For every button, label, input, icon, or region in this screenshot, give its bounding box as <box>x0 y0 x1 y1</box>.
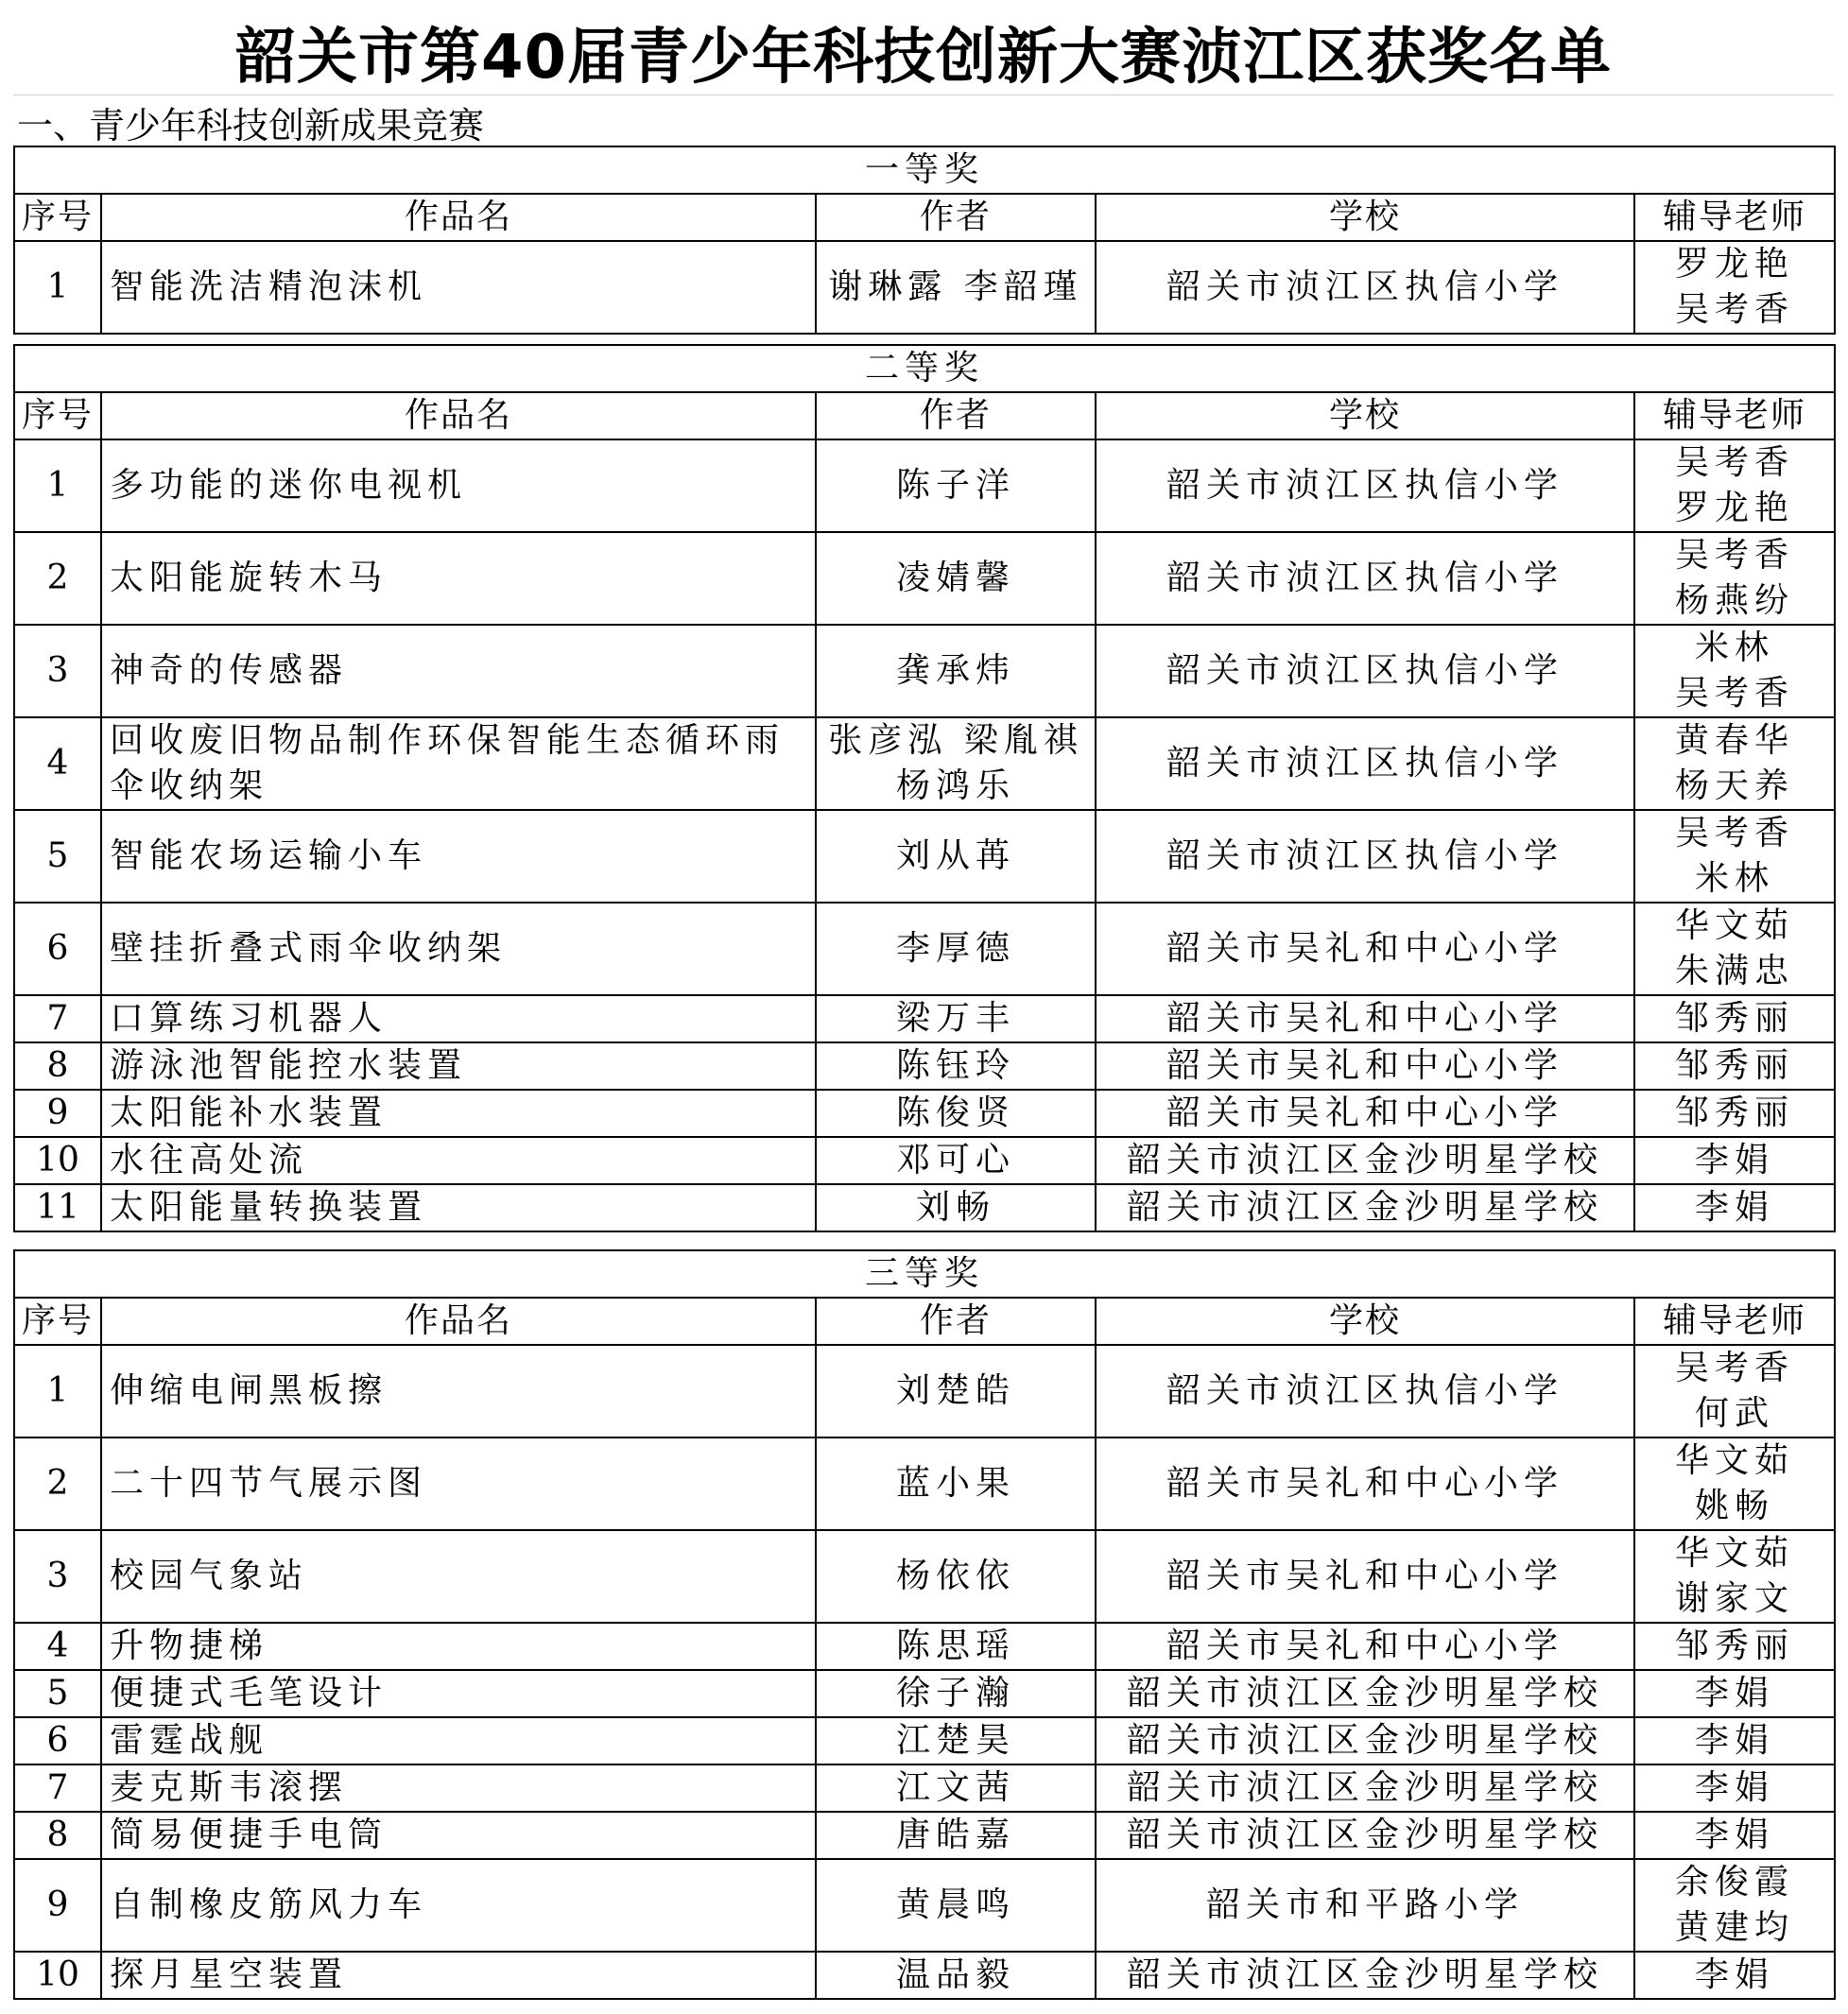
author-name: 黄晨鸣 <box>895 1885 1015 1924</box>
teacher-name: 吴考香 <box>1675 443 1795 482</box>
row-seq: 8 <box>14 1812 101 1859</box>
column-header-row <box>14 392 1835 439</box>
row-teachers <box>1634 1670 1835 1717</box>
row-authors <box>816 1042 1096 1090</box>
author-name: 陈钰玲 <box>895 1046 1015 1085</box>
teacher-name: 李娟 <box>1695 1674 1775 1713</box>
row-authors <box>816 1345 1096 1437</box>
row-authors <box>816 1812 1096 1859</box>
row-school: 韶关市吴礼和中心小学 <box>1096 1530 1634 1623</box>
table-row <box>14 1670 1835 1717</box>
award-level-row <box>14 146 1835 194</box>
row-authors <box>816 1764 1096 1812</box>
table-row <box>14 1090 1835 1137</box>
author-name: 谢琳露 李韶瑾 <box>828 267 1083 306</box>
author-name: 杨鸿乐 <box>895 766 1015 805</box>
row-work: 智能洗洁精泡沫机 <box>101 241 816 334</box>
author-name: 刘楚皓 <box>895 1371 1015 1410</box>
row-work: 自制橡皮筋风力车 <box>101 1859 816 1952</box>
row-teachers <box>1634 717 1835 810</box>
row-school: 韶关市浈江区金沙明星学校 <box>1096 1184 1634 1231</box>
award-level: 三等奖 <box>14 1250 1835 1298</box>
row-school: 韶关市吴礼和中心小学 <box>1096 995 1634 1042</box>
teacher-name: 吴考香 <box>1675 814 1795 852</box>
row-authors <box>816 625 1096 717</box>
row-seq: 7 <box>14 995 101 1042</box>
row-authors <box>816 1717 1096 1764</box>
row-work: 多功能的迷你电视机 <box>101 439 816 532</box>
row-seq: 11 <box>14 1184 101 1231</box>
table-row <box>14 625 1835 717</box>
award-level-row <box>14 1250 1835 1298</box>
author-name: 陈思瑶 <box>895 1627 1015 1665</box>
row-work: 太阳能补水装置 <box>101 1090 816 1137</box>
row-work: 回收废旧物品制作环保智能生态循环雨伞收纳架 <box>101 717 816 810</box>
row-work: 升物捷梯 <box>101 1623 816 1670</box>
row-school: 韶关市浈江区执信小学 <box>1096 625 1634 717</box>
teacher-name: 李娟 <box>1695 1188 1775 1227</box>
teacher-name: 邹秀丽 <box>1675 1046 1795 1085</box>
row-school: 韶关市浈江区执信小学 <box>1096 532 1634 625</box>
row-teachers <box>1634 1764 1835 1812</box>
teacher-name: 邹秀丽 <box>1675 1627 1795 1665</box>
row-authors <box>816 439 1096 532</box>
work-header: 作品名 <box>101 194 816 241</box>
teacher-name: 吴考香 <box>1675 674 1795 713</box>
row-teachers <box>1634 1184 1835 1231</box>
row-school: 韶关市浈江区金沙明星学校 <box>1096 1764 1634 1812</box>
author-name: 唐皓嘉 <box>895 1816 1015 1854</box>
row-teachers <box>1634 1090 1835 1137</box>
seq-header: 序号 <box>14 1298 101 1345</box>
row-seq: 1 <box>14 1345 101 1437</box>
table-row <box>14 439 1835 532</box>
table-row <box>14 1042 1835 1090</box>
award-level-row <box>14 345 1835 392</box>
author-name: 温品毅 <box>895 1955 1015 1994</box>
row-school: 韶关市吴礼和中心小学 <box>1096 903 1634 995</box>
award-level: 一等奖 <box>14 146 1835 194</box>
table-row <box>14 241 1835 334</box>
row-teachers <box>1634 1859 1835 1952</box>
teacher-name: 华文茹 <box>1675 1534 1795 1573</box>
row-school: 韶关市浈江区金沙明星学校 <box>1096 1717 1634 1764</box>
row-work: 太阳能量转换装置 <box>101 1184 816 1231</box>
table-row <box>14 1717 1835 1764</box>
second-prize-table <box>13 344 1836 1232</box>
row-authors <box>816 1437 1096 1530</box>
teacher-name: 杨天养 <box>1675 766 1795 805</box>
teacher-name: 米林 <box>1695 628 1775 667</box>
author-name: 邓可心 <box>895 1141 1015 1179</box>
table-row <box>14 1623 1835 1670</box>
row-teachers <box>1634 1717 1835 1764</box>
teacher-name: 吴考香 <box>1675 290 1795 329</box>
row-seq: 9 <box>14 1859 101 1952</box>
row-seq: 2 <box>14 532 101 625</box>
row-seq: 4 <box>14 1623 101 1670</box>
row-authors <box>816 903 1096 995</box>
section-heading: 一、青少年科技创新成果竞赛 <box>17 104 485 146</box>
table-row <box>14 995 1835 1042</box>
row-seq: 3 <box>14 1530 101 1623</box>
row-school: 韶关市吴礼和中心小学 <box>1096 1437 1634 1530</box>
column-header-row <box>14 1298 1835 1345</box>
author-name: 刘畅 <box>915 1188 995 1227</box>
table-row <box>14 1812 1835 1859</box>
table-row <box>14 903 1835 995</box>
row-authors <box>816 1623 1096 1670</box>
row-school: 韶关市浈江区执信小学 <box>1096 241 1634 334</box>
row-seq: 10 <box>14 1952 101 1999</box>
row-authors <box>816 1137 1096 1184</box>
row-school: 韶关市浈江区执信小学 <box>1096 810 1634 903</box>
teacher-header: 辅导老师 <box>1634 194 1835 241</box>
row-teachers <box>1634 1137 1835 1184</box>
teacher-name: 余俊霞 <box>1675 1863 1795 1902</box>
teacher-header: 辅导老师 <box>1634 392 1835 439</box>
row-authors <box>816 810 1096 903</box>
school-header: 学校 <box>1096 392 1634 439</box>
teacher-name: 杨燕纷 <box>1675 581 1795 620</box>
row-seq: 6 <box>14 1717 101 1764</box>
row-work: 便捷式毛笔设计 <box>101 1670 816 1717</box>
teacher-name: 华文茹 <box>1675 906 1795 945</box>
author-name: 杨依依 <box>895 1557 1015 1595</box>
teacher-name: 李娟 <box>1695 1955 1775 1994</box>
row-seq: 1 <box>14 241 101 334</box>
teacher-name: 邹秀丽 <box>1675 999 1795 1038</box>
author-name: 凌婧馨 <box>895 559 1015 597</box>
row-work: 神奇的传感器 <box>101 625 816 717</box>
author-name: 徐子瀚 <box>895 1674 1015 1713</box>
row-work: 雷霆战舰 <box>101 1717 816 1764</box>
author-header: 作者 <box>816 392 1096 439</box>
author-name: 梁万丰 <box>895 999 1015 1038</box>
row-seq: 8 <box>14 1042 101 1090</box>
author-name: 龚承炜 <box>895 651 1015 690</box>
author-name: 陈子洋 <box>895 466 1015 505</box>
author-name: 江楚昊 <box>895 1721 1015 1760</box>
table-row <box>14 1764 1835 1812</box>
table-row <box>14 1952 1835 1999</box>
table-row <box>14 717 1835 810</box>
table-row <box>14 1137 1835 1184</box>
row-teachers <box>1634 1437 1835 1530</box>
teacher-name: 罗龙艳 <box>1675 245 1795 284</box>
row-seq: 5 <box>14 810 101 903</box>
seq-header: 序号 <box>14 392 101 439</box>
row-teachers <box>1634 532 1835 625</box>
school-header: 学校 <box>1096 1298 1634 1345</box>
table-row <box>14 1859 1835 1952</box>
row-authors <box>816 1184 1096 1231</box>
row-seq: 3 <box>14 625 101 717</box>
row-teachers <box>1634 1345 1835 1437</box>
column-header-row <box>14 194 1835 241</box>
teacher-name: 华文茹 <box>1675 1441 1795 1480</box>
row-school: 韶关市浈江区金沙明星学校 <box>1096 1952 1634 1999</box>
row-teachers <box>1634 1952 1835 1999</box>
work-header: 作品名 <box>101 392 816 439</box>
row-work: 校园气象站 <box>101 1530 816 1623</box>
row-teachers <box>1634 903 1835 995</box>
third-prize-table <box>13 1249 1836 2000</box>
author-header: 作者 <box>816 1298 1096 1345</box>
work-header: 作品名 <box>101 1298 816 1345</box>
row-school: 韶关市浈江区执信小学 <box>1096 439 1634 532</box>
row-school: 韶关市吴礼和中心小学 <box>1096 1623 1634 1670</box>
row-work: 简易便捷手电筒 <box>101 1812 816 1859</box>
page-title: 韶关市第40届青少年科技创新大赛浈江区获奖名单 <box>234 23 1613 93</box>
table-row <box>14 1530 1835 1623</box>
table-row <box>14 532 1835 625</box>
row-authors <box>816 1952 1096 1999</box>
row-authors <box>816 532 1096 625</box>
row-school: 韶关市浈江区执信小学 <box>1096 717 1634 810</box>
school-header: 学校 <box>1096 194 1634 241</box>
row-teachers <box>1634 625 1835 717</box>
row-teachers <box>1634 810 1835 903</box>
table-row <box>14 1345 1835 1437</box>
author-name: 江文茜 <box>895 1768 1015 1807</box>
teacher-name: 谢家文 <box>1675 1579 1795 1618</box>
row-teachers <box>1634 1623 1835 1670</box>
row-authors <box>816 995 1096 1042</box>
author-name: 陈俊贤 <box>895 1093 1015 1132</box>
first-prize-table <box>13 146 1836 335</box>
row-authors <box>816 1670 1096 1717</box>
teacher-name: 米林 <box>1695 859 1775 898</box>
row-teachers <box>1634 1812 1835 1859</box>
row-work: 游泳池智能控水装置 <box>101 1042 816 1090</box>
row-school: 韶关市吴礼和中心小学 <box>1096 1090 1634 1137</box>
row-seq: 7 <box>14 1764 101 1812</box>
row-work: 二十四节气展示图 <box>101 1437 816 1530</box>
teacher-name: 何武 <box>1695 1394 1775 1433</box>
table-row <box>14 1184 1835 1231</box>
row-school: 韶关市浈江区金沙明星学校 <box>1096 1812 1634 1859</box>
row-authors <box>816 241 1096 334</box>
author-header: 作者 <box>816 194 1096 241</box>
row-work: 太阳能旋转木马 <box>101 532 816 625</box>
teacher-name: 吴考香 <box>1675 536 1795 575</box>
row-seq: 2 <box>14 1437 101 1530</box>
teacher-name: 姚畅 <box>1695 1487 1775 1525</box>
teacher-name: 李娟 <box>1695 1141 1775 1179</box>
row-school: 韶关市和平路小学 <box>1096 1859 1634 1952</box>
row-school: 韶关市浈江区金沙明星学校 <box>1096 1137 1634 1184</box>
row-teachers <box>1634 241 1835 334</box>
author-name: 刘从苒 <box>895 836 1015 875</box>
teacher-name: 李娟 <box>1695 1768 1775 1807</box>
table-row <box>14 1437 1835 1530</box>
teacher-name: 朱满忠 <box>1675 952 1795 990</box>
row-teachers <box>1634 1042 1835 1090</box>
row-work: 壁挂折叠式雨伞收纳架 <box>101 903 816 995</box>
teacher-name: 罗龙艳 <box>1675 489 1795 527</box>
row-seq: 5 <box>14 1670 101 1717</box>
table-row <box>14 810 1835 903</box>
row-school: 韶关市吴礼和中心小学 <box>1096 1042 1634 1090</box>
row-seq: 9 <box>14 1090 101 1137</box>
author-name: 李厚德 <box>895 929 1015 968</box>
seq-header: 序号 <box>14 194 101 241</box>
row-work: 伸缩电闸黑板擦 <box>101 1345 816 1437</box>
row-seq: 10 <box>14 1137 101 1184</box>
row-work: 麦克斯韦滚摆 <box>101 1764 816 1812</box>
row-work: 探月星空装置 <box>101 1952 816 1999</box>
award-level: 二等奖 <box>14 345 1835 392</box>
teacher-name: 李娟 <box>1695 1721 1775 1760</box>
row-authors <box>816 1090 1096 1137</box>
row-seq: 1 <box>14 439 101 532</box>
row-school: 韶关市浈江区金沙明星学校 <box>1096 1670 1634 1717</box>
row-teachers <box>1634 995 1835 1042</box>
author-name: 蓝小果 <box>895 1464 1015 1503</box>
row-teachers <box>1634 439 1835 532</box>
teacher-name: 黄春华 <box>1675 721 1795 760</box>
row-work: 智能农场运输小车 <box>101 810 816 903</box>
row-authors <box>816 1859 1096 1952</box>
author-name: 张彦泓 梁胤祺 <box>828 721 1083 760</box>
row-teachers <box>1634 1530 1835 1623</box>
row-work: 口算练习机器人 <box>101 995 816 1042</box>
row-authors <box>816 1530 1096 1623</box>
teacher-name: 李娟 <box>1695 1816 1775 1854</box>
teacher-name: 黄建均 <box>1675 1908 1795 1947</box>
teacher-name: 吴考香 <box>1675 1349 1795 1387</box>
row-work: 水往高处流 <box>101 1137 816 1184</box>
teacher-name: 邹秀丽 <box>1675 1093 1795 1132</box>
row-authors <box>816 717 1096 810</box>
row-seq: 4 <box>14 717 101 810</box>
row-seq: 6 <box>14 903 101 995</box>
row-school: 韶关市浈江区执信小学 <box>1096 1345 1634 1437</box>
teacher-header: 辅导老师 <box>1634 1298 1835 1345</box>
